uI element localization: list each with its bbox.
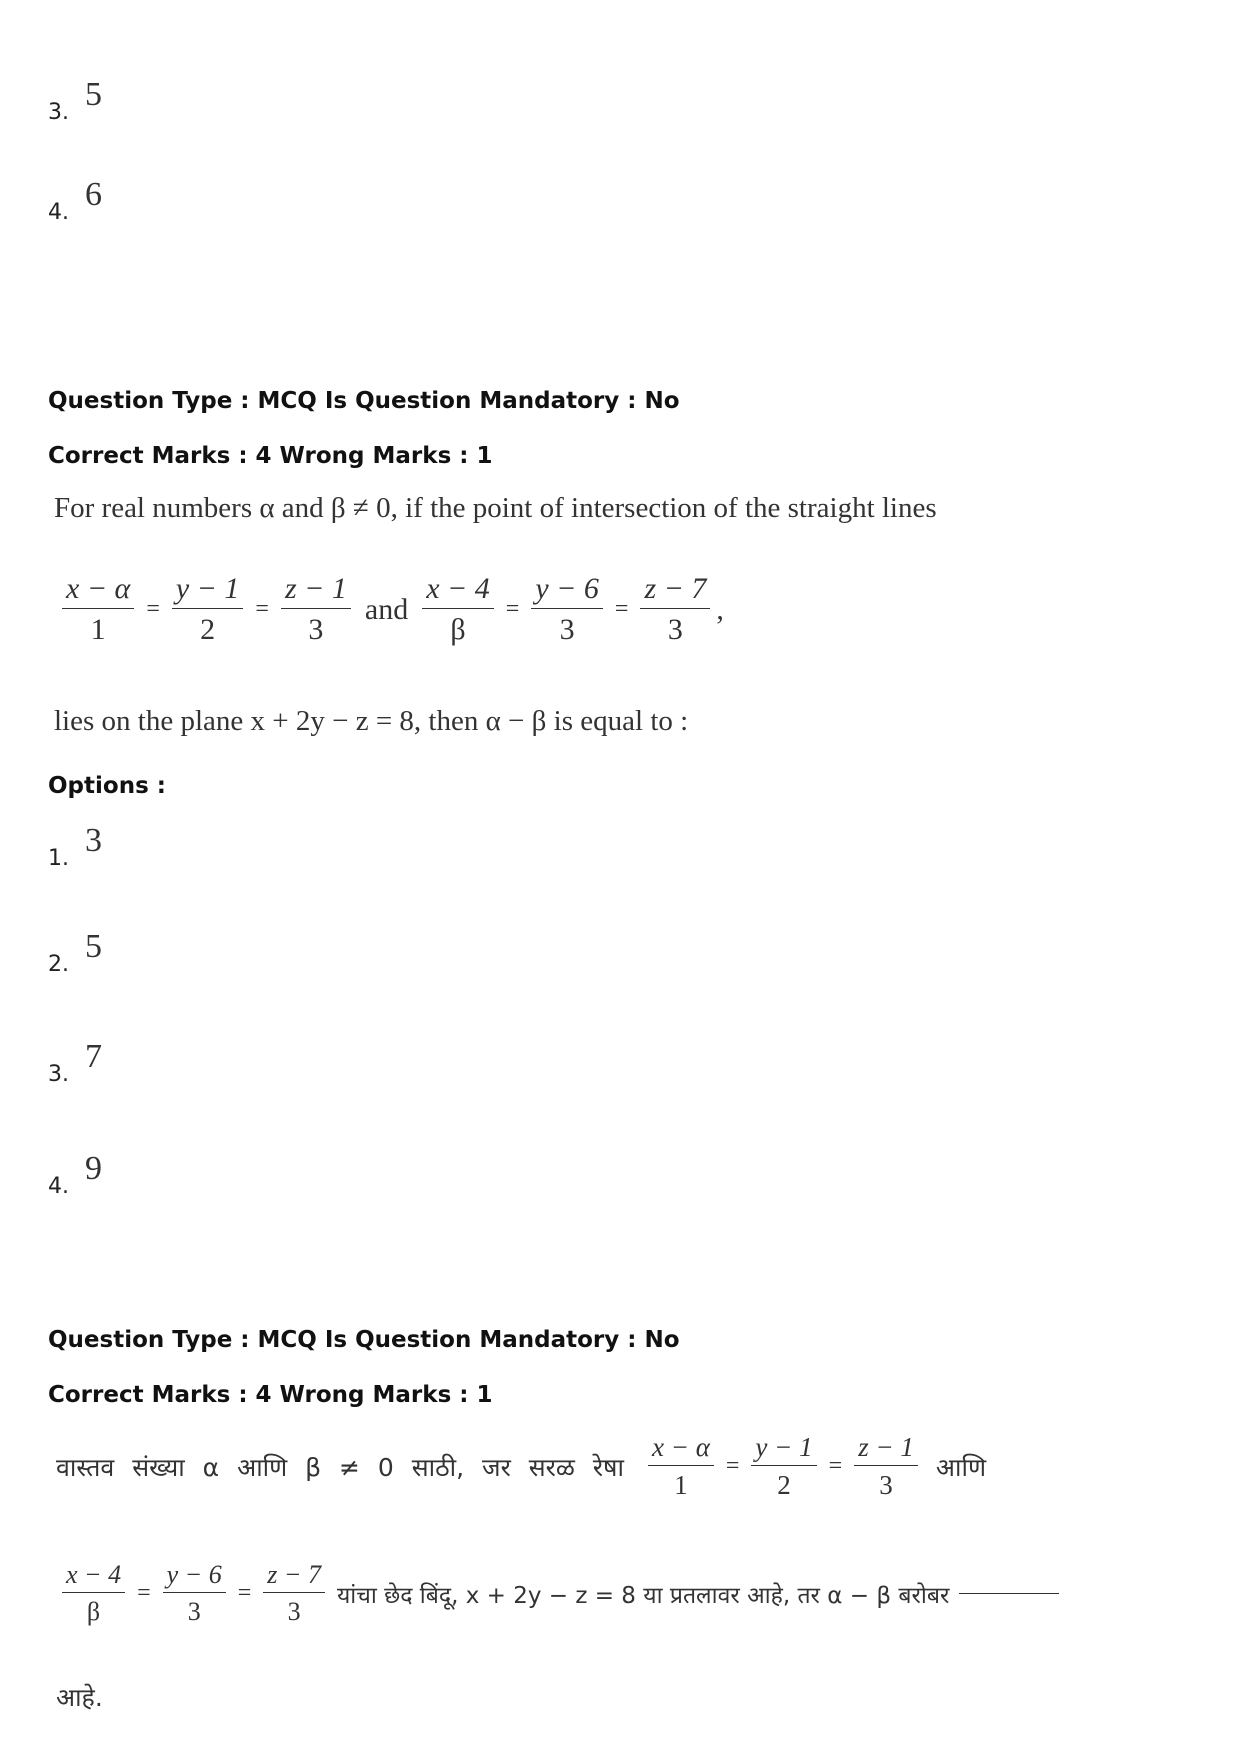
fraction: $\frac{y - 6}{3}$ <box>163 1560 226 1627</box>
option-number: 3. <box>48 100 69 125</box>
option-number: 3. <box>48 1062 69 1087</box>
option-item <box>48 822 102 874</box>
option-number: 2. <box>48 952 69 977</box>
fraction: $\frac{z - 7}{3}$ <box>263 1560 325 1627</box>
option-number: 1. <box>48 846 69 871</box>
equation-line: $\frac{x - \alpha}{1}$ = $\frac{y - 1}{2}$ = $\frac{z - 1}{3}$ and $\frac{x - 4}{\beta}$ = $\frac{y - 6}{3}$ = $\frac{z - 7}{3}$ , <box>56 572 724 647</box>
fraction: $\frac{z - 1}{3}$ <box>854 1432 918 1501</box>
question-text-line: वास्तव संख्या α आणि β ≠ 0 साठी, जर सरळ रेषा $\frac{x - \alpha}{1}$ = $\frac{y - 1}{2}$ = $\frac{z - 1}{3}$ आणि <box>56 1432 987 1500</box>
option-item <box>48 928 102 980</box>
option-value: 7 <box>85 1038 102 1075</box>
options-label: Options : <box>48 773 166 799</box>
option-number: 4. <box>48 1174 69 1199</box>
option-number: 4. <box>48 200 69 225</box>
fraction: $\frac{x - 4}{\beta}$ <box>62 1560 125 1627</box>
fraction: $\frac{y - 1}{2}$ <box>172 572 244 647</box>
question-text-line: $\frac{x - 4}{\beta}$ = $\frac{y - 6}{3}$ = $\frac{z - 7}{3}$ यांचा छेद बिंदू, x + 2y − z = 8 या प्रतलावर आहे, तर α − β बरोबर <box>56 1560 1059 1627</box>
fraction: $\frac{x - \alpha}{1}$ <box>62 572 134 647</box>
question-text-line: lies on the plane x + 2y − z = 8, then α − β is equal to : <box>54 705 689 737</box>
option-value: 6 <box>85 176 102 213</box>
option-value: 5 <box>85 76 102 113</box>
fraction: $\frac{z - 1}{3}$ <box>281 572 351 647</box>
option-value: 3 <box>85 822 102 859</box>
option-value: 9 <box>85 1150 102 1187</box>
option-item <box>48 1150 102 1202</box>
question-text-line: For real numbers α and β ≠ 0, if the point of intersection of the straight lines <box>54 492 937 524</box>
marks-line: Correct Marks : 4 Wrong Marks : 1 <box>48 443 493 469</box>
fraction: $\frac{y - 6}{3}$ <box>531 572 603 647</box>
answer-blank <box>959 1593 1059 1594</box>
and-word: and <box>364 592 409 626</box>
question-type-line: Question Type : MCQ Is Question Mandatory : No <box>48 1327 680 1353</box>
question-text-line: आहे. <box>56 1683 103 1712</box>
option-value: 5 <box>85 928 102 965</box>
option-item <box>48 1038 102 1090</box>
option-item <box>48 176 102 228</box>
marks-line: Correct Marks : 4 Wrong Marks : 1 <box>48 1382 493 1408</box>
fraction: $\frac{y - 1}{2}$ <box>751 1432 816 1501</box>
fraction: $\frac{x - \alpha}{1}$ <box>648 1432 714 1501</box>
option-item <box>48 76 102 128</box>
fraction: $\frac{z - 7}{3}$ <box>640 572 710 647</box>
fraction: $\frac{x - 4}{\beta}$ <box>422 572 494 647</box>
question-type-line: Question Type : MCQ Is Question Mandatory : No <box>48 388 680 414</box>
